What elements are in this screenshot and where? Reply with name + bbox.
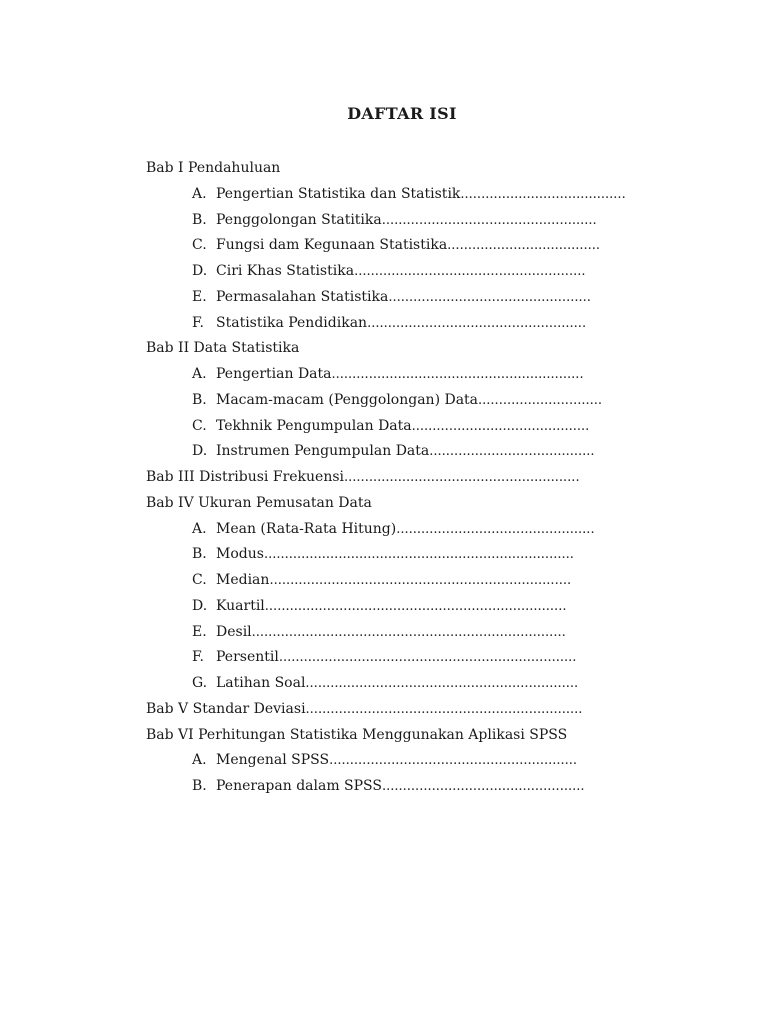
toc-entry-text: Permasalahan Statistika (216, 288, 389, 305)
toc-item-letter: C. (192, 572, 207, 588)
toc-item-letter: E. (192, 288, 207, 305)
toc-item-letter: B. (192, 391, 207, 408)
toc-item-letter: B. (192, 211, 207, 228)
toc-subsection-row (146, 285, 656, 311)
toc-chapter-row (146, 491, 656, 517)
toc-item-letter: F. (192, 314, 204, 331)
toc-subsection-row (146, 748, 656, 774)
toc-entry-text: Bab V Standar Deviasi (146, 700, 306, 717)
toc-entry-text: Modus (216, 546, 264, 563)
toc-subsection-row (146, 311, 656, 337)
toc-entry-text: Penerapan dalam SPSS (216, 778, 382, 794)
toc-item-letter: E. (192, 623, 207, 640)
page-title: DAFTAR ISI (347, 104, 457, 123)
toc-entry-text: Bab IV Ukuran Pemusatan Data (146, 494, 372, 511)
toc-subsection-row (146, 594, 656, 620)
toc-subsection-row (146, 517, 656, 543)
toc-dot-leader: ........................................ (429, 444, 595, 460)
toc-dot-leader: ........................................................ (354, 264, 586, 279)
toc-item-letter: A. (192, 185, 207, 202)
toc-entry-text: Bab III Distribusi Frekuensi (146, 469, 345, 485)
toc-entry-text: Pengertian Data (216, 366, 332, 382)
toc-dot-leader: ........................................ (460, 186, 626, 202)
toc-entry-text: Macam-macam (Penggolongan) Data (216, 391, 479, 408)
toc-item-letter: D. (192, 443, 208, 460)
toc-subsection-row (146, 362, 656, 388)
toc-subsection-row (146, 568, 656, 594)
toc-subsection-row (146, 414, 656, 440)
toc-entry-text: Mean (Rata-Rata Hitung) (216, 520, 397, 537)
toc-chapter-row (146, 723, 656, 749)
toc-dot-leader: ......................................................................... (269, 573, 572, 588)
toc-subsection-row (146, 620, 656, 646)
toc-chapter-row (146, 697, 656, 723)
toc-dot-leader: .................................................................. (305, 676, 579, 691)
toc-item-letter: A. (192, 366, 207, 382)
toc-item-letter: F. (192, 649, 204, 666)
toc-subsection-row (146, 182, 656, 208)
toc-item-letter: A. (192, 752, 207, 769)
toc-entry-text: Kuartil (216, 597, 265, 614)
toc-chapter-row (146, 336, 656, 362)
toc-subsection-row (146, 439, 656, 465)
toc-entry-text: Fungsi dam Kegunaan Statistika (216, 237, 448, 254)
toc-item-letter: B. (192, 778, 207, 794)
toc-entry-text: Bab I Pendahuluan (146, 160, 281, 176)
toc-entry-text: Statistika Pendidikan (216, 314, 368, 331)
toc-entry-text: Instrumen Pengumpulan Data (216, 443, 430, 460)
toc-entry-text: Penggolongan Statitika (216, 211, 382, 228)
toc-dot-leader: ........................................................................ (278, 650, 577, 666)
toc-item-letter: C. (192, 237, 207, 254)
toc-dot-leader: ..................................................... (367, 315, 587, 331)
toc-entry-text: Bab II Data Statistika (146, 340, 300, 357)
table-of-contents (146, 156, 656, 800)
toc-entry-text: Latihan Soal (216, 675, 306, 691)
toc-entry-text: Mengenal SPSS (216, 752, 330, 769)
toc-dot-leader: ................................................................... (305, 701, 583, 717)
toc-subsection-row (146, 208, 656, 234)
toc-chapter-row (146, 465, 656, 491)
toc-subsection-row (146, 774, 656, 800)
toc-dot-leader: ................................................ (396, 521, 595, 537)
toc-item-letter: D. (192, 597, 208, 614)
toc-subsection-row (146, 671, 656, 697)
toc-dot-leader: ................................................. (388, 289, 591, 305)
toc-subsection-row (146, 542, 656, 568)
toc-item-letter: A. (192, 520, 207, 537)
toc-subsection-row (146, 259, 656, 285)
toc-dot-leader: ......................................................... (344, 470, 580, 485)
toc-dot-leader: ................................................. (382, 779, 585, 794)
toc-item-letter: G. (192, 675, 208, 691)
toc-chapter-row (146, 156, 656, 182)
toc-item-letter: D. (192, 263, 208, 279)
toc-entry-text: Desil (216, 623, 252, 640)
toc-entry-text: Ciri Khas Statistika (216, 263, 355, 279)
toc-item-letter: C. (192, 417, 207, 434)
toc-dot-leader: ..................................... (447, 238, 601, 254)
toc-entry-text: Median (216, 572, 270, 588)
toc-dot-leader: ............................................................. (331, 367, 584, 382)
toc-dot-leader: ............................................................................ (251, 624, 566, 640)
toc-dot-leader: ............................................................ (329, 753, 578, 769)
toc-subsection-row (146, 645, 656, 671)
toc-entry-text: Bab VI Perhitungan Statistika Menggunakan Aplikasi SPSS (146, 726, 568, 743)
toc-subsection-row (146, 388, 656, 414)
toc-entry-text: Persentil (216, 649, 279, 666)
toc-dot-leader: .................................................... (381, 212, 597, 228)
toc-entry-text: Pengertian Statistika dan Statistik (216, 185, 461, 202)
toc-dot-leader: ........................................................................... (263, 547, 574, 563)
toc-dot-leader: ......................................................................... (264, 598, 567, 614)
toc-dot-leader: ........................................... (411, 418, 590, 434)
toc-entry-text: Tekhnik Pengumpulan Data (216, 417, 412, 434)
toc-subsection-row (146, 233, 656, 259)
toc-item-letter: B. (192, 546, 207, 563)
toc-dot-leader: .............................. (478, 392, 603, 408)
